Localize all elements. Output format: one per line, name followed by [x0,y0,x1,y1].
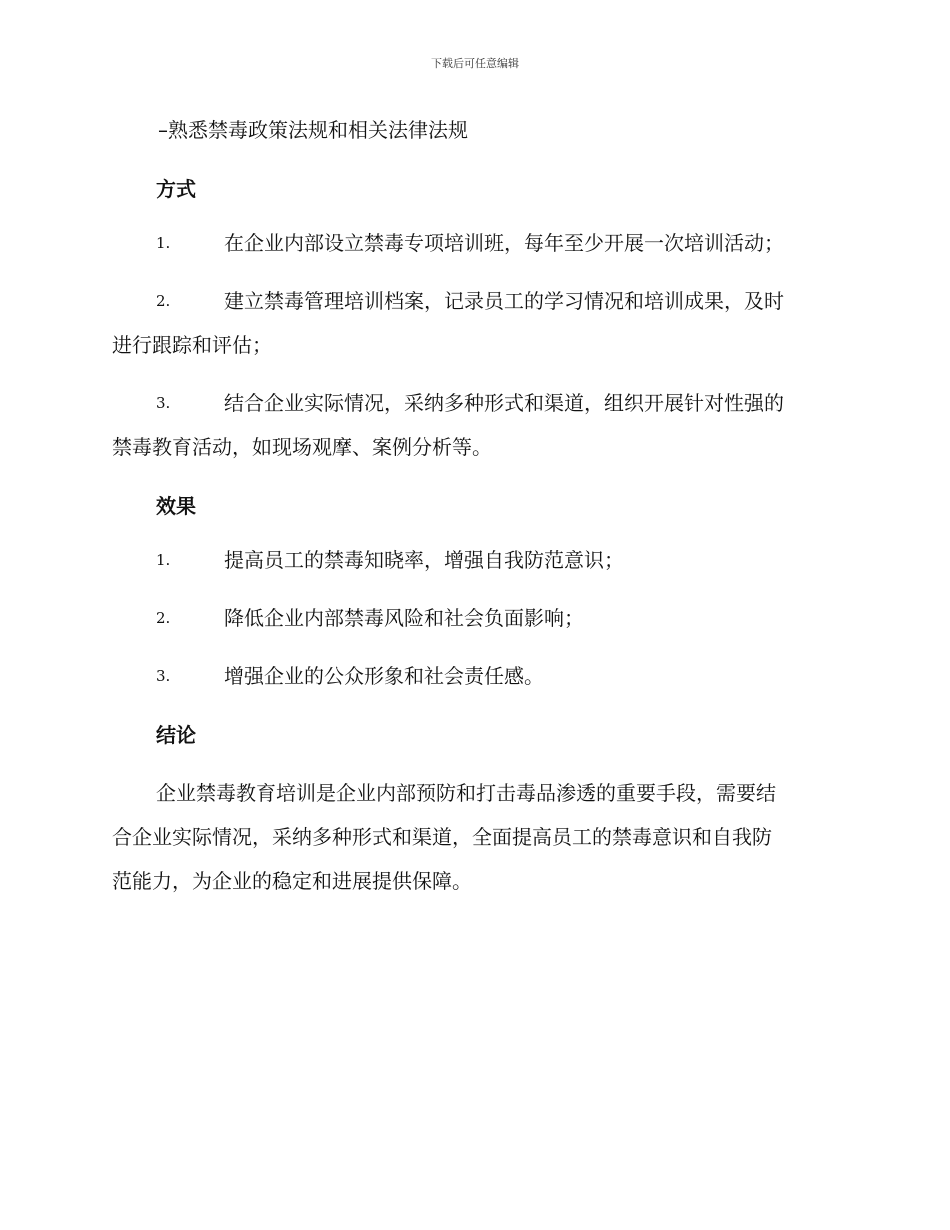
list-number: 1. [156,234,171,252]
list-text: 提高员工的禁毒知晓率，增强自我防范意识； [224,548,624,572]
intro-bullet: –熟悉禁毒政策法规和相关法律法规 [158,118,468,142]
list-item [112,229,832,257]
list-item [112,389,832,461]
list-text-continued: 禁毒教育活动，如现场观摩、案例分析等。 [112,435,492,459]
list-item [112,546,832,574]
list-number: 3. [156,394,171,412]
list-text: 增强企业的公众形象和社会责任感。 [224,664,544,688]
header-note: 下载后可任意编辑 [431,57,519,70]
document-body [112,116,832,895]
list-text: 建立禁毒管理培训档案，记录员工的学习情况和培训成果，及时 [224,289,784,313]
conclusion-paragraph [112,779,832,895]
list-text-continued: 进行跟踪和评估； [112,333,272,357]
section-heading-methods: 方式 [156,177,196,201]
paragraph-line: 范能力，为企业的稳定和进展提供保障。 [112,869,472,893]
list-text: 结合企业实际情况，采纳多种形式和渠道，组织开展针对性强的 [224,391,784,415]
list-number: 3. [156,667,171,685]
list-item [112,604,832,632]
paragraph-line: 企业禁毒教育培训是企业内部预防和打击毒品渗透的重要手段，需要结 [156,781,776,805]
list-item [112,662,832,690]
list-text: 在企业内部设立禁毒专项培训班，每年至少开展一次培训活动； [224,231,784,255]
paragraph-line: 合企业实际情况，采纳多种形式和渠道，全面提高员工的禁毒意识和自我防 [112,825,772,849]
list-number: 2. [156,609,171,627]
list-number: 2. [156,292,171,310]
list-item [112,287,832,359]
section-heading-conclusion: 结论 [156,723,196,747]
list-text: 降低企业内部禁毒风险和社会负面影响； [224,606,584,630]
list-number: 1. [156,551,171,569]
section-heading-effects: 效果 [156,494,196,518]
